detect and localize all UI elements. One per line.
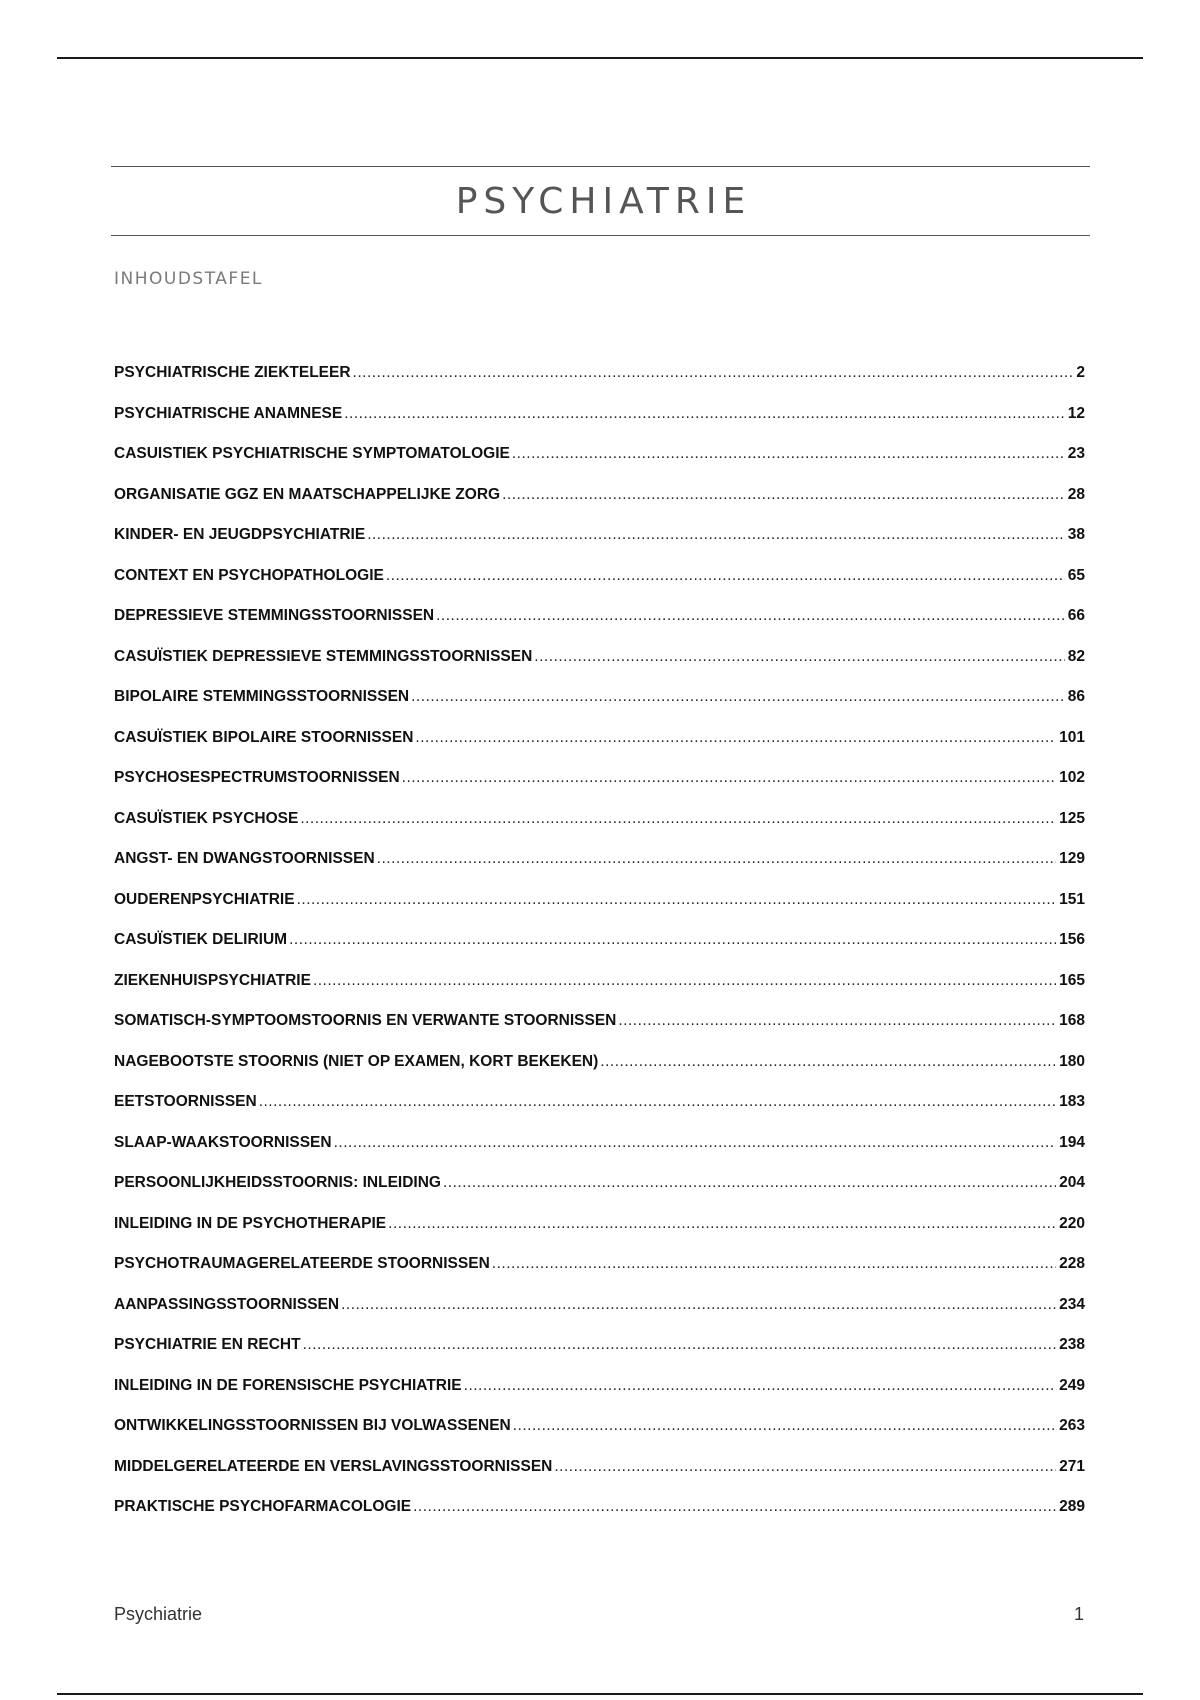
toc-entry[interactable] (114, 880, 1085, 921)
toc-entry[interactable] (114, 596, 1085, 637)
toc-entry-title: PSYCHIATRISCHE ZIEKTELEER (114, 364, 351, 382)
toc-entry[interactable] (114, 1447, 1085, 1488)
toc-dot-leader (534, 648, 1064, 666)
toc-dot-leader (377, 850, 1056, 868)
toc-entry-title: CASUÏSTIEK PSYCHOSE (114, 809, 299, 827)
toc-entry-page: 271 (1059, 1457, 1085, 1475)
toc-entry[interactable] (114, 961, 1085, 1002)
toc-entry-page: 234 (1059, 1295, 1085, 1313)
toc-entry[interactable] (114, 1244, 1085, 1285)
toc-dot-leader (341, 1296, 1056, 1314)
toc-entry-title: ANGST- EN DWANGSTOORNISSEN (114, 850, 375, 868)
toc-entry-page: 220 (1059, 1214, 1085, 1232)
page-bottom-rule (57, 1693, 1143, 1695)
toc-dot-leader (436, 607, 1065, 625)
toc-entry[interactable] (114, 394, 1085, 435)
toc-dot-leader (415, 729, 1056, 747)
toc-entry-page: 249 (1059, 1376, 1085, 1394)
toc-entry-title: ORGANISATIE GGZ EN MAATSCHAPPELIJKE ZORG (114, 485, 501, 503)
toc-dot-leader (313, 972, 1056, 990)
toc-entry-page: 102 (1059, 769, 1085, 787)
toc-dot-leader (554, 1458, 1056, 1476)
toc-dot-leader (413, 1498, 1056, 1516)
footer-page-number: 1 (1073, 1604, 1084, 1624)
toc-dot-leader (402, 769, 1056, 787)
toc-dot-leader (618, 1012, 1056, 1030)
toc-entry-page: 289 (1059, 1498, 1085, 1516)
toc-dot-leader (600, 1053, 1056, 1071)
toc-entry-title: PSYCHIATRISCHE ANAMNESE (114, 404, 343, 422)
toc-entry-page: 129 (1059, 850, 1085, 868)
toc-entry-page: 168 (1059, 1012, 1085, 1030)
toc-entry-page: 165 (1059, 971, 1085, 989)
toc-entry-title: MIDDELGERELATEERDE EN VERSLAVINGSSTOORNISSEN (114, 1457, 553, 1475)
toc-entry-title: PERSOONLIJKHEIDSSTOORNIS: INLEIDING (114, 1174, 441, 1192)
toc-dot-leader (464, 1377, 1056, 1395)
toc-entry-page: 238 (1059, 1336, 1085, 1354)
toc-entry-title: ONTWIKKELINGSSTOORNISSEN BIJ VOLWASSENEN (114, 1417, 511, 1435)
toc-dot-leader (367, 526, 1065, 544)
toc-entry[interactable] (114, 1001, 1085, 1042)
toc-entry-page: 23 (1067, 445, 1085, 463)
toc-dot-leader (411, 688, 1065, 706)
document-title: PSYCHIATRIE (455, 180, 752, 222)
toc-dot-leader (344, 405, 1065, 423)
toc-dot-leader (492, 1255, 1056, 1273)
toc-entry[interactable] (114, 556, 1085, 597)
toc-entry-page: 194 (1059, 1133, 1085, 1151)
toc-entry[interactable] (114, 920, 1085, 961)
toc-entry-page: 125 (1059, 809, 1085, 827)
footer-title: Psychiatrie (114, 1604, 203, 1624)
toc-dot-leader (259, 1093, 1056, 1111)
toc-entry[interactable] (114, 1082, 1085, 1123)
toc-entry-title: INLEIDING IN DE PSYCHOTHERAPIE (114, 1214, 387, 1232)
toc-entry-title: PSYCHIATRIE EN RECHT (114, 1336, 301, 1354)
toc-entry-page: 65 (1067, 566, 1085, 584)
toc-entry-page: 156 (1059, 931, 1085, 949)
toc-entry-page: 101 (1059, 728, 1085, 746)
toc-entry-page: 82 (1067, 647, 1085, 665)
toc-entry[interactable] (114, 1204, 1085, 1245)
toc-entry-page: 204 (1059, 1174, 1085, 1192)
toc-dot-leader (388, 1215, 1056, 1233)
toc-entry[interactable] (114, 718, 1085, 759)
toc-entry[interactable] (114, 434, 1085, 475)
toc-entry[interactable] (114, 677, 1085, 718)
table-of-contents (114, 353, 1085, 1528)
toc-entry-title: PSYCHOTRAUMAGERELATEERDE STOORNISSEN (114, 1255, 490, 1273)
document-title-block (111, 166, 1090, 236)
toc-dot-leader (512, 445, 1065, 463)
toc-entry-page: 38 (1067, 526, 1085, 544)
toc-entry-page: 12 (1067, 404, 1085, 422)
toc-entry[interactable] (114, 1123, 1085, 1164)
toc-entry-title: PSYCHOSESPECTRUMSTOORNISSEN (114, 769, 400, 787)
toc-entry[interactable] (114, 1285, 1085, 1326)
toc-entry[interactable] (114, 515, 1085, 556)
toc-entry[interactable] (114, 475, 1085, 516)
toc-entry[interactable] (114, 1325, 1085, 1366)
toc-entry[interactable] (114, 353, 1085, 394)
toc-entry[interactable] (114, 637, 1085, 678)
page-top-rule (57, 57, 1143, 59)
toc-dot-leader (353, 364, 1074, 382)
toc-entry-title: DEPRESSIEVE STEMMINGSSTOORNISSEN (114, 607, 435, 625)
toc-entry[interactable] (114, 1487, 1085, 1528)
toc-dot-leader (386, 567, 1065, 585)
toc-entry-title: SLAAP-WAAKSTOORNISSEN (114, 1133, 332, 1151)
toc-entry-title: ZIEKENHUISPSYCHIATRIE (114, 971, 311, 989)
toc-dot-leader (513, 1417, 1056, 1435)
toc-entry-title: PRAKTISCHE PSYCHOFARMACOLOGIE (114, 1498, 412, 1516)
toc-entry[interactable] (114, 758, 1085, 799)
toc-entry[interactable] (114, 1163, 1085, 1204)
toc-entry-title: CASUISTIEK PSYCHIATRISCHE SYMPTOMATOLOGIE (114, 445, 510, 463)
toc-dot-leader (300, 810, 1056, 828)
toc-entry-title: KINDER- EN JEUGDPSYCHIATRIE (114, 526, 366, 544)
toc-entry-title: OUDERENPSYCHIATRIE (114, 890, 295, 908)
toc-dot-leader (502, 486, 1065, 504)
toc-entry[interactable] (114, 1366, 1085, 1407)
toc-entry-page: 28 (1067, 485, 1085, 503)
toc-entry-title: CONTEXT EN PSYCHOPATHOLOGIE (114, 566, 384, 584)
toc-entry-title: EETSTOORNISSEN (114, 1093, 257, 1111)
toc-entry-title: AANPASSINGSSTOORNISSEN (114, 1295, 340, 1313)
toc-heading: INHOUDSTAFEL (114, 269, 263, 289)
toc-entry[interactable] (114, 799, 1085, 840)
toc-entry-page: 228 (1059, 1255, 1085, 1273)
toc-entry-title: CASUÏSTIEK BIPOLAIRE STOORNISSEN (114, 728, 414, 746)
toc-dot-leader (303, 1336, 1057, 1354)
toc-entry-page: 151 (1059, 890, 1085, 908)
toc-dot-leader (289, 931, 1056, 949)
toc-dot-leader (443, 1174, 1056, 1192)
toc-entry-page: 86 (1067, 688, 1085, 706)
toc-entry[interactable] (114, 1406, 1085, 1447)
toc-entry-title: NAGEBOOTSTE STOORNIS (NIET OP EXAMEN, KORT BEKEKEN) (114, 1052, 599, 1070)
toc-entry-page: 2 (1076, 364, 1085, 382)
toc-entry-title: CASUÏSTIEK DELIRIUM (114, 931, 288, 949)
toc-entry-page: 263 (1059, 1417, 1085, 1435)
toc-entry[interactable] (114, 839, 1085, 880)
toc-entry-page: 66 (1067, 607, 1085, 625)
toc-entry-title: SOMATISCH-SYMPTOOMSTOORNIS EN VERWANTE STOORNISSEN (114, 1012, 617, 1030)
toc-entry-page: 180 (1059, 1052, 1085, 1070)
toc-dot-leader (334, 1134, 1057, 1152)
toc-entry-title: BIPOLAIRE STEMMINGSSTOORNISSEN (114, 688, 410, 706)
toc-dot-leader (297, 891, 1057, 909)
toc-entry-title: INLEIDING IN DE FORENSISCHE PSYCHIATRIE (114, 1376, 462, 1394)
toc-entry-page: 183 (1059, 1093, 1085, 1111)
toc-entry[interactable] (114, 1042, 1085, 1083)
toc-entry-title: CASUÏSTIEK DEPRESSIEVE STEMMINGSSTOORNISSEN (114, 647, 533, 665)
